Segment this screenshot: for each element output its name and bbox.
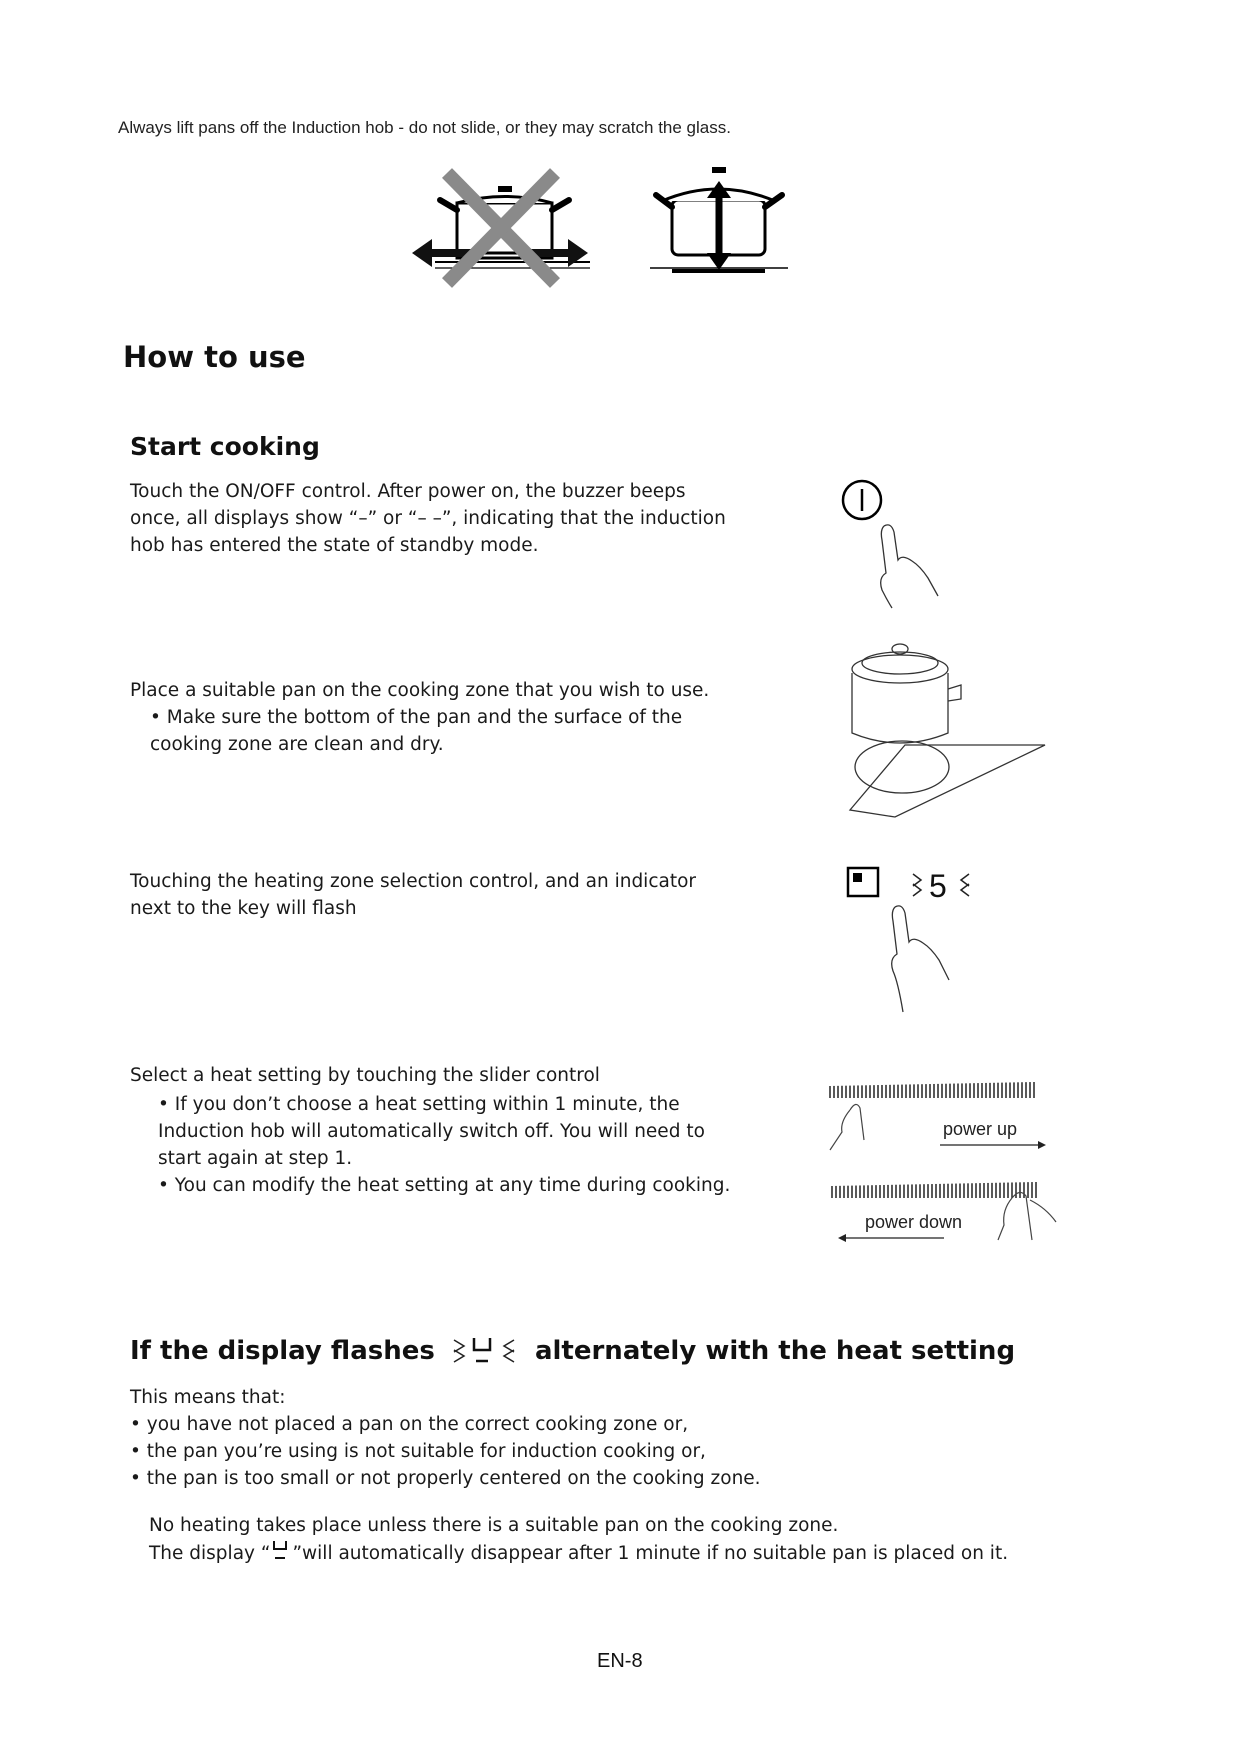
finger-hand-icon — [830, 1104, 864, 1150]
finger-hand-icon — [892, 906, 949, 1012]
arrow-right-icon — [940, 1141, 1046, 1149]
arrow-left-icon — [838, 1234, 944, 1242]
lifting-pan-icon — [650, 167, 788, 271]
step4-bullet1: • If you don’t choose a heat setting within 1 minute, the Induction hob will automatically switch off. You will need to start again at step 1. — [158, 1094, 705, 1169]
power-icon — [843, 481, 881, 519]
flashing-display-icon — [913, 868, 969, 904]
step1-text: Touch the ON/OFF control. After power on, the buzzer beeps once, all displays show “–” or “– –”, indicating that the induction hob has entered the state of standby mode. — [130, 481, 726, 556]
display-flashes-heading — [130, 1334, 1015, 1368]
step3-text-block — [130, 868, 740, 922]
pan-notes — [149, 1512, 1008, 1567]
finger-hand-icon — [881, 525, 938, 608]
how-to-use-heading: How to use — [123, 340, 306, 374]
lift-pans-note: Always lift pans off the Induction hob - do not slide, or they may scratch the glass. — [118, 118, 731, 137]
step4-bullet2: • You can modify the heat setting at any time during cooking. — [158, 1175, 731, 1196]
note2-after: ”will automatically disappear after 1 minute if no suitable pan is placed on it. — [292, 1543, 1009, 1564]
hob-surface — [850, 745, 1045, 817]
display-digit: 5 — [929, 868, 947, 904]
note-display-disappear — [149, 1539, 1008, 1567]
step2-bullet: • Make sure the bottom of the pan and the surface of the cooking zone are clean and dry. — [150, 707, 683, 755]
pan-lift-illustration — [410, 165, 800, 290]
power-touch-illustration — [840, 478, 970, 613]
step2-text: Place a suitable pan on the cooking zone that you wish to use. — [130, 680, 710, 701]
heading-before-text: If the display flashes — [130, 1336, 435, 1366]
start-cooking-heading: Start cooking — [130, 432, 320, 461]
step2-text-block — [130, 677, 740, 758]
slider-bar-up — [830, 1082, 1034, 1098]
zone-select-key-icon — [848, 868, 878, 896]
sliding-pan-crossed-icon — [412, 173, 590, 283]
step1-text-block — [130, 478, 740, 559]
heading-after-text: alternately with the heat setting — [534, 1336, 1016, 1366]
list-item: • the pan you’re using is not suitable for induction cooking or, — [130, 1441, 706, 1462]
slider-illustration — [820, 1070, 1070, 1245]
pot-icon — [852, 644, 961, 743]
slider-bar-down — [832, 1182, 1036, 1198]
page-number: EN-8 — [597, 1650, 643, 1672]
list-intro: This means that: — [130, 1387, 286, 1408]
pan-on-zone-illustration — [835, 635, 1050, 825]
step4-text: Select a heat setting by touching the slider control — [130, 1065, 600, 1086]
list-item: • the pan is too small or not properly centered on the cooking zone. — [130, 1468, 761, 1489]
power-up-label: power up — [943, 1119, 1018, 1139]
pan-missing-symbol-icon — [450, 1334, 520, 1368]
note-no-heating: No heating takes place unless there is a suitable pan on the cooking zone. — [149, 1515, 839, 1536]
pan-missing-small-icon — [270, 1539, 292, 1563]
zone-select-illustration — [845, 862, 980, 1020]
list-item: • you have not placed a pan on the correct cooking zone or, — [130, 1414, 689, 1435]
finger-hand-icon — [998, 1192, 1056, 1240]
note2-before: The display “ — [149, 1543, 271, 1564]
pan-warning-list — [130, 1384, 761, 1492]
step4-text-block — [130, 1062, 740, 1199]
power-down-label: power down — [865, 1212, 963, 1232]
step3-text: Touching the heating zone selection control, and an indicator next to the key will flash — [130, 871, 697, 919]
